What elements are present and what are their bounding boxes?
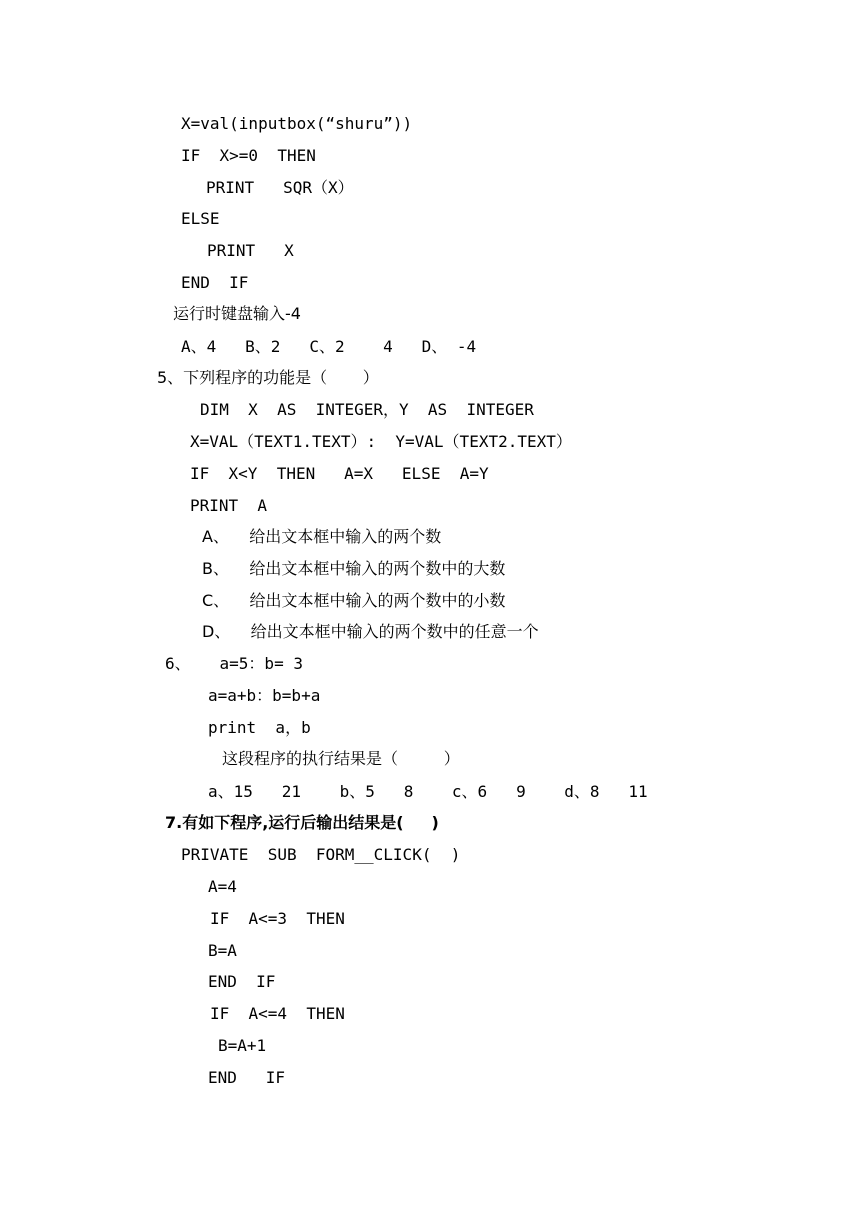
code-line: print a，b xyxy=(208,718,311,737)
option-a: A、 给出文本框中输入的两个数 xyxy=(202,527,442,546)
code-line: IF X<Y THEN A=X ELSE A=Y xyxy=(190,464,489,483)
question-6-prompt: 这段程序的执行结果是（ ） xyxy=(222,749,460,768)
code-line: END IF xyxy=(208,972,276,991)
code-line: IF A<=4 THEN xyxy=(210,1004,345,1023)
option-b: B、 给出文本框中输入的两个数中的大数 xyxy=(202,559,506,578)
option-d: D、 给出文本框中输入的两个数中的任意一个 xyxy=(202,622,539,641)
answer-options: A、4 B、2 C、2 4 D、 -4 xyxy=(181,337,477,356)
code-line: B=A xyxy=(208,941,237,960)
code-line: END IF xyxy=(208,1068,286,1087)
code-line: PRINT X xyxy=(207,241,294,260)
code-line: X=val(inputbox(“shuru”)) xyxy=(181,114,413,133)
code-line: IF A<=3 THEN xyxy=(210,909,345,928)
code-line: PRIVATE SUB FORM__CLICK( ) xyxy=(181,845,461,864)
code-line: IF X>=0 THEN xyxy=(181,146,316,165)
code-line: B=A+1 xyxy=(218,1036,267,1055)
question-7-title: 7.有如下程序,运行后输出结果是( ) xyxy=(165,813,439,832)
answer-options: a、15 21 b、5 8 c、6 9 d、8 11 xyxy=(208,782,648,801)
code-line: PRINT A xyxy=(190,496,268,515)
code-line: END IF xyxy=(181,273,249,292)
question-5-title: 5、下列程序的功能是（ ） xyxy=(157,368,379,387)
question-6-title: 6、 a=5：b= 3 xyxy=(165,654,303,673)
code-line: A=4 xyxy=(208,877,237,896)
instruction-text: 运行时键盘输入-4 xyxy=(173,304,301,323)
code-line: PRINT SQR（X） xyxy=(206,178,354,197)
code-line: DIM X AS INTEGER，Y AS INTEGER xyxy=(200,400,534,419)
option-c: C、 给出文本框中输入的两个数中的小数 xyxy=(202,591,506,610)
code-line: X=VAL（TEXT1.TEXT）: Y=VAL（TEXT2.TEXT） xyxy=(190,432,572,451)
code-line: a=a+b：b=b+a xyxy=(208,686,321,705)
code-line: ELSE xyxy=(181,209,220,228)
